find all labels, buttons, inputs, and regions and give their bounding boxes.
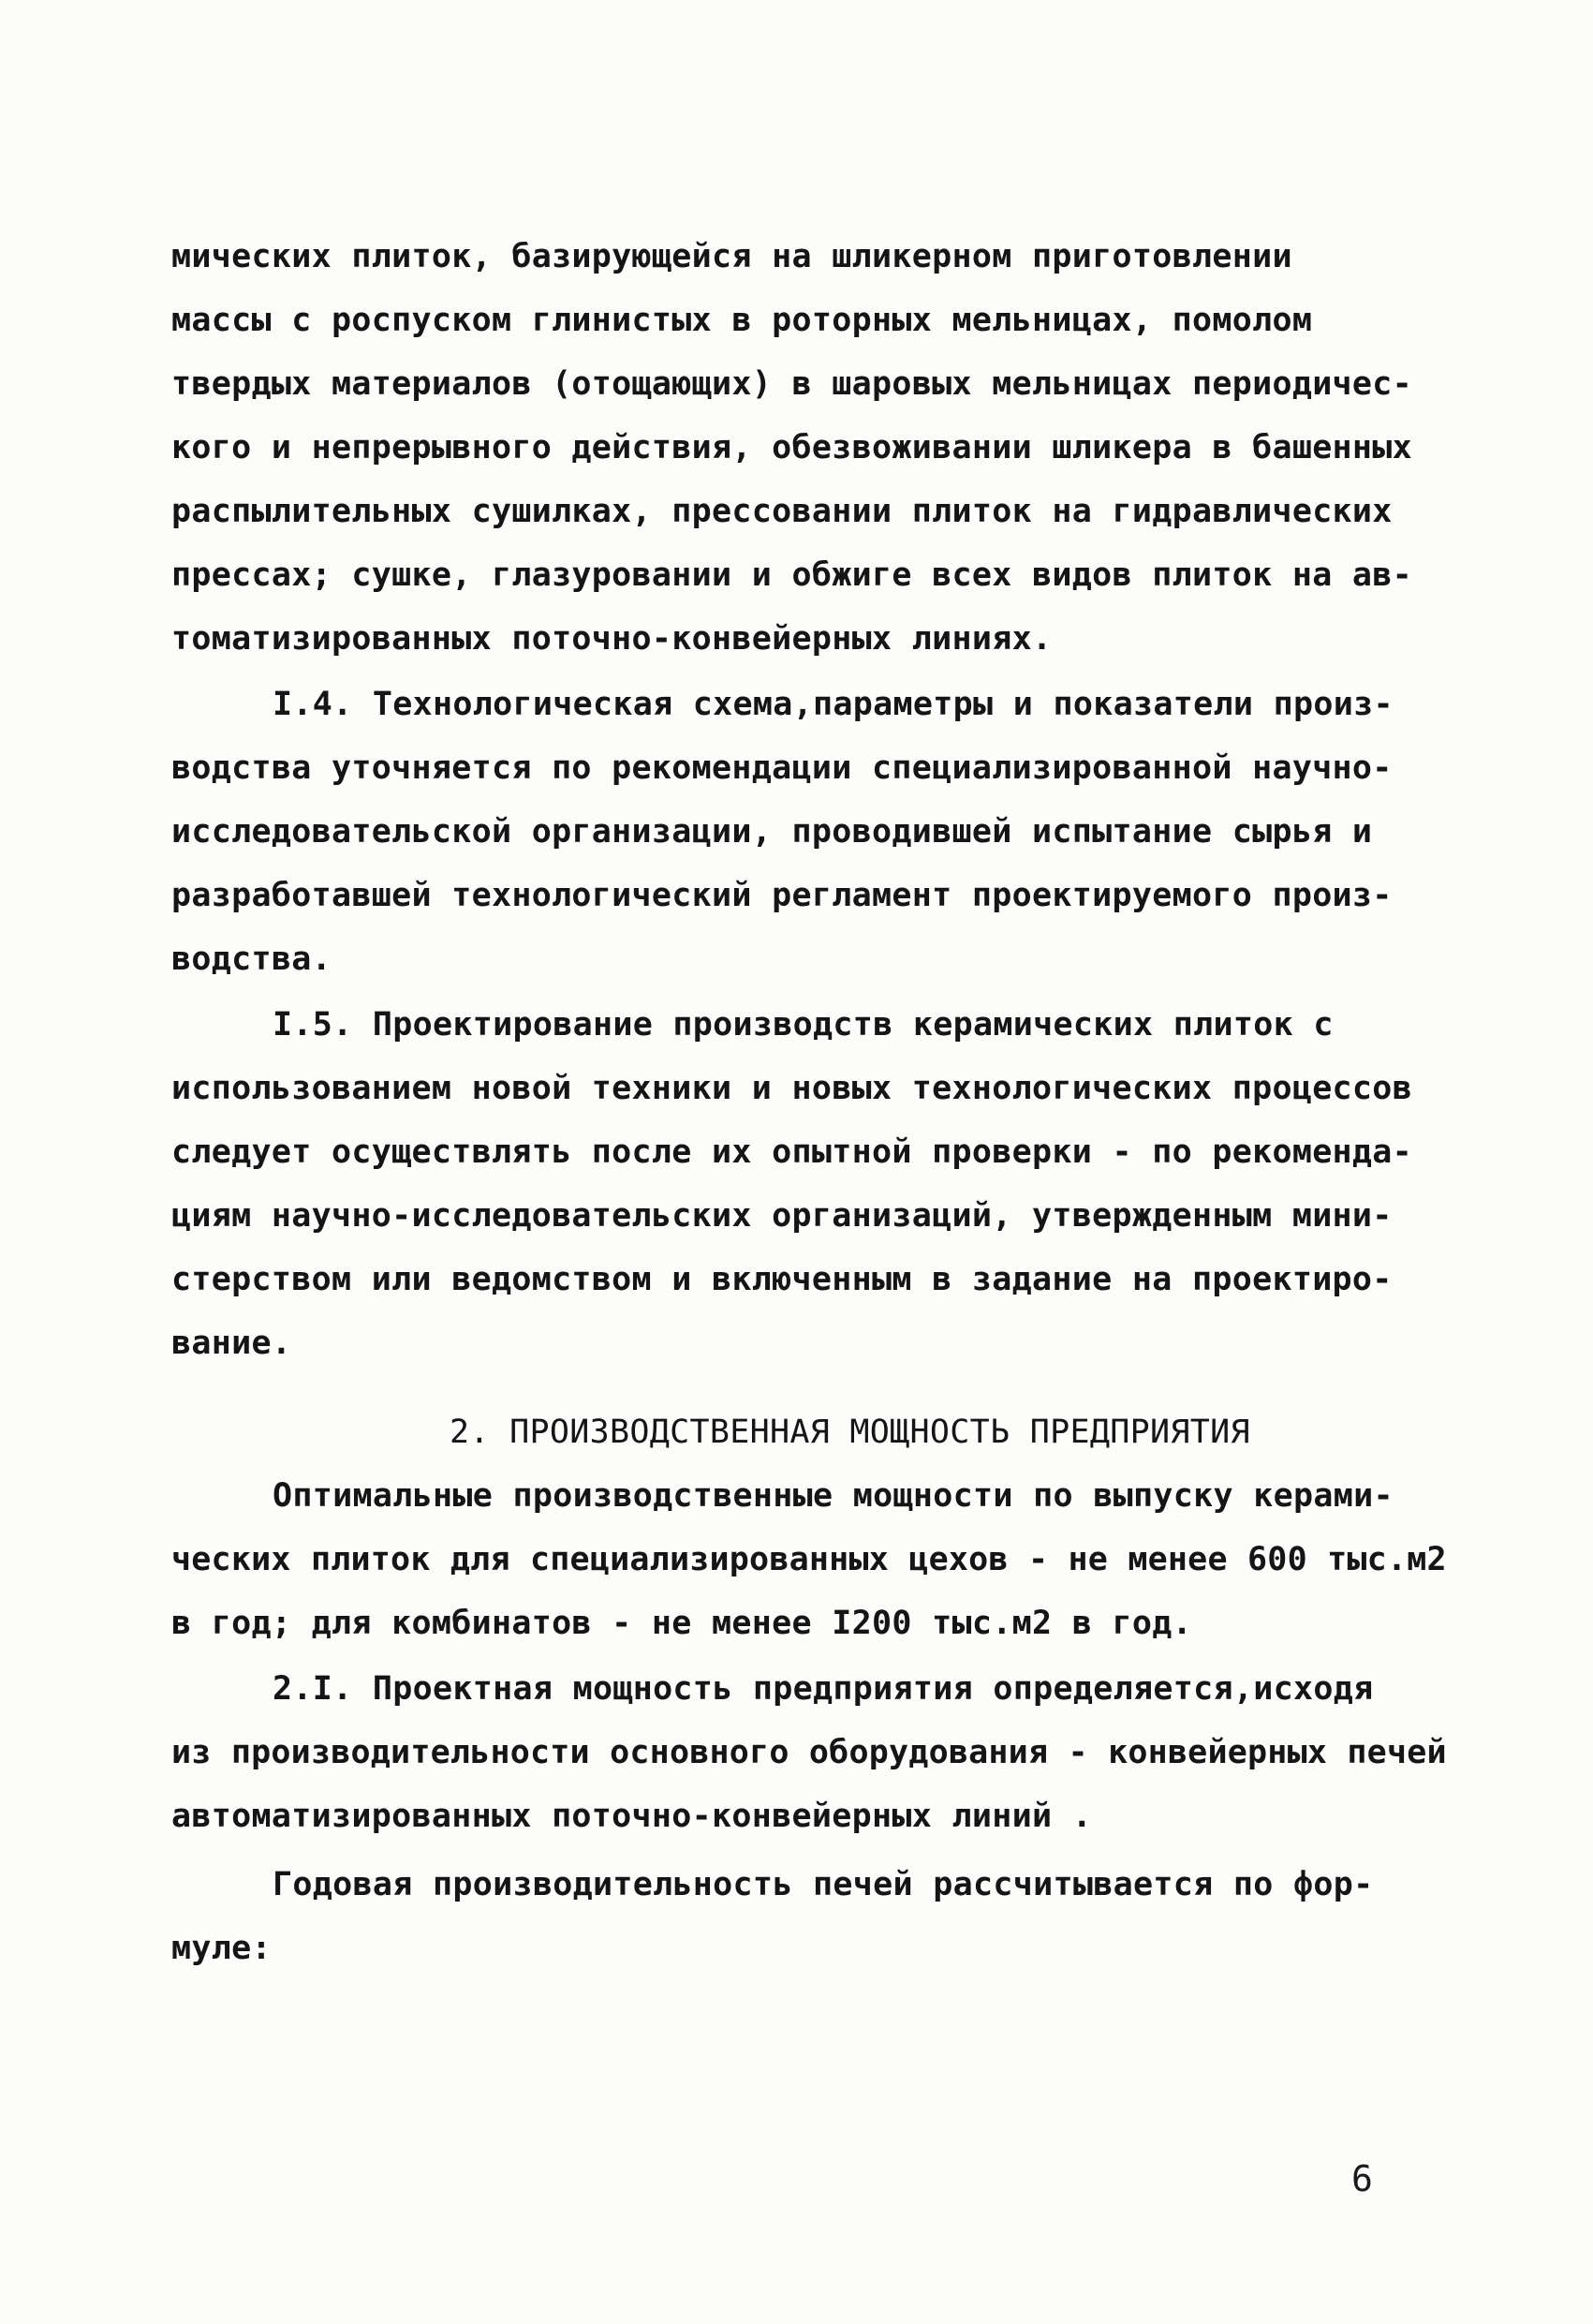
text-line: исследовательской организации, проводившей испытание сырья и bbox=[171, 813, 1373, 851]
text-line: разработавшей технологический регламент проектируемого произ- bbox=[171, 877, 1393, 914]
text-line: из производительности основного оборудования - конвейерных печей bbox=[171, 1734, 1447, 1771]
text-line: муле: bbox=[171, 1930, 272, 1967]
text-line: автоматизированных поточно-конвейерных линий . bbox=[171, 1798, 1093, 1835]
text-line: следует осуществлять после их опытной проверки - по рекоменда- bbox=[171, 1133, 1413, 1171]
text-line: циям научно-исследовательских организаций, утвержденным мини- bbox=[171, 1197, 1393, 1235]
text-line: Оптимальные производственные мощности по выпуску керами- bbox=[273, 1477, 1394, 1515]
text-line: стерством или ведомством и включенным в задание на проектиро- bbox=[171, 1261, 1393, 1298]
text-line: твердых материалов (отощающих) в шаровых мельницах периодичес- bbox=[171, 365, 1413, 403]
text-line: ческих плиток для специализированных цехов - не менее 600 тыс.м2 bbox=[171, 1541, 1447, 1578]
text-line: Годовая производительность печей рассчитывается по фор- bbox=[273, 1866, 1374, 1903]
text-line: в год; для комбинатов - не менее I200 тыс.м2 в год. bbox=[171, 1605, 1192, 1642]
text-line: 2.I. Проектная мощность предприятия определяется,исходя bbox=[273, 1670, 1374, 1708]
text-line: мических плиток, базирующейся на шликерном приготовлении bbox=[171, 238, 1292, 275]
text-line: I.4. Технологическая схема,параметры и показатели произ- bbox=[273, 686, 1394, 723]
text-line: водства уточняется по рекомендации специализированной научно- bbox=[171, 749, 1393, 787]
text-line: водства. bbox=[171, 940, 332, 978]
text-line: прессах; сушке, глазуровании и обжиге всех видов плиток на ав- bbox=[171, 556, 1413, 594]
page-number: 6 bbox=[1351, 2158, 1373, 2199]
text-line: распылительных сушилках, прессовании плиток на гидравлических bbox=[171, 493, 1393, 530]
text-line: кого и непрерывного действия, обезвоживании шликера в башенных bbox=[171, 429, 1413, 466]
section-title: 2. ПРОИЗВОДСТВЕННАЯ МОЩНОСТЬ ПРЕДПРИЯТИЯ bbox=[450, 1414, 1250, 1451]
text-line: массы с роспуском глинистых в роторных мельницах, помолом bbox=[171, 302, 1313, 339]
text-line: томатизированных поточно-конвейерных линиях. bbox=[171, 620, 1053, 658]
text-line: I.5. Проектирование производств керамических плиток с bbox=[273, 1006, 1334, 1044]
text-line: использованием новой техники и новых технологических процессов bbox=[171, 1070, 1413, 1107]
text-line: вание. bbox=[171, 1325, 292, 1362]
